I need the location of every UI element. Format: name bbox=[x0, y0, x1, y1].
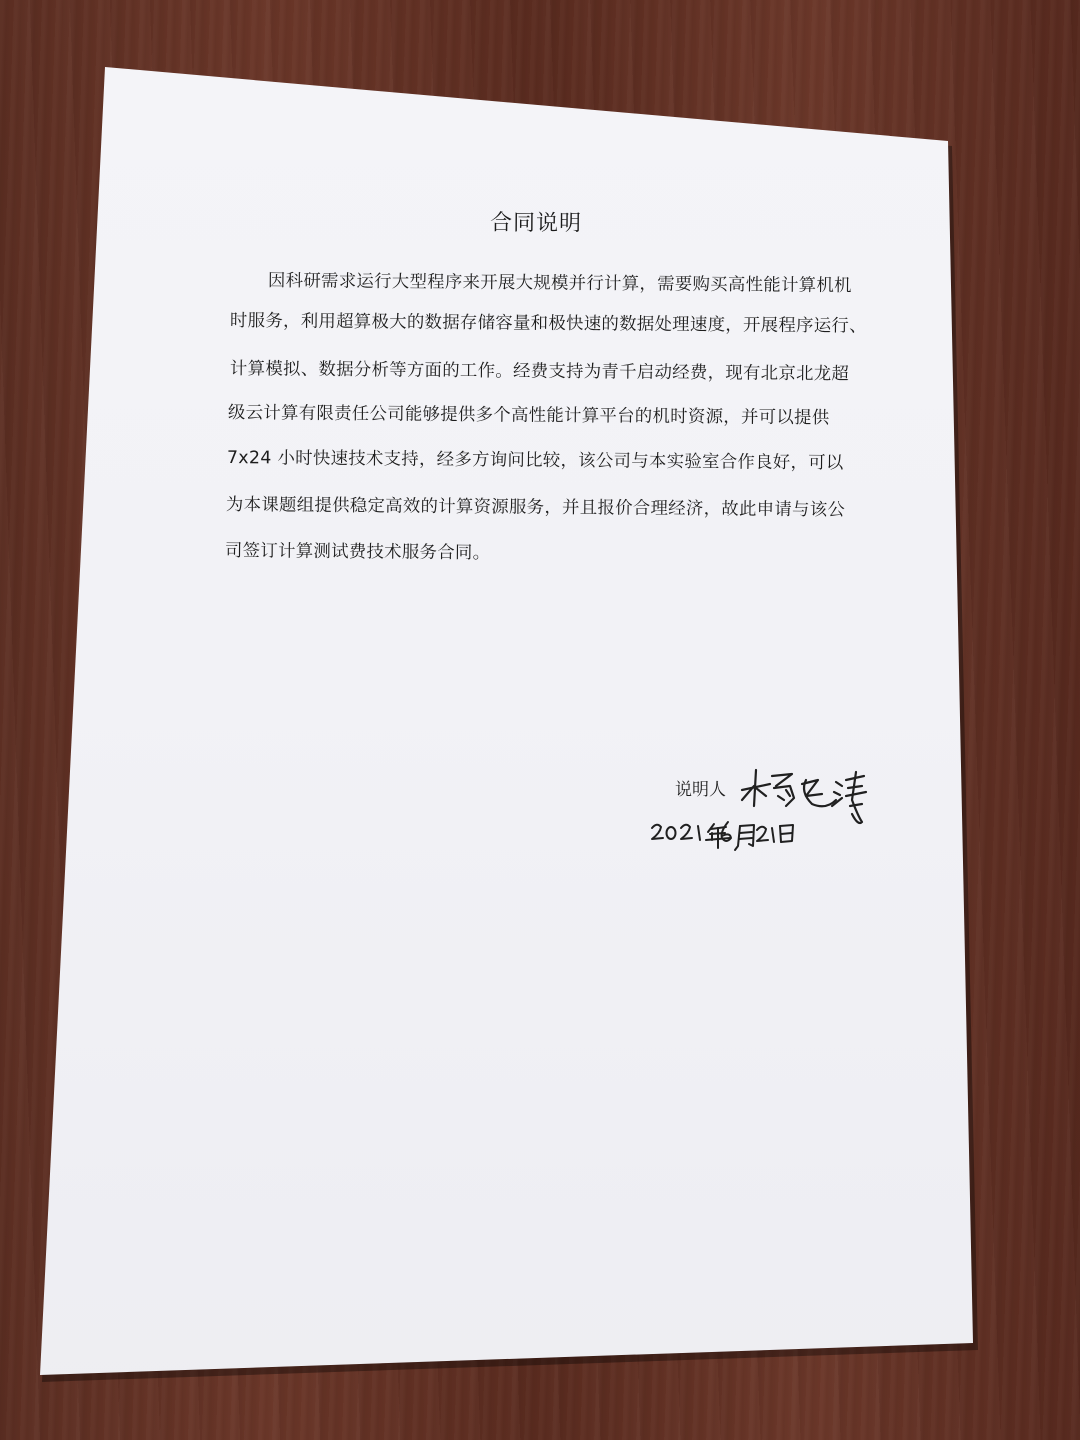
handwritten-date bbox=[652, 822, 793, 850]
body-line-2: 时服务，利用超算极大的数据存储容量和极快速的数据处理速度，开展程序运行、 bbox=[229, 311, 867, 337]
body-line-6: 为本课题组提供稳定高效的计算资源服务，并且报价合理经济，故此申请与该公 bbox=[225, 495, 846, 521]
handwritten-signature bbox=[742, 770, 866, 823]
body-line-1: 因科研需求运行大型程序来开展大规模并行计算，需要购买高性能计算机机 bbox=[267, 271, 852, 297]
body-line-3: 计算模拟、数据分析等方面的工作。经费支持为青千启动经费，现有北京北龙超 bbox=[229, 359, 850, 385]
body-line-7: 司签订计算测试费技术服务合同。 bbox=[224, 541, 491, 564]
body-line-4: 级云计算有限责任公司能够提供多个高性能计算平台的机时资源，并可以提供 bbox=[227, 403, 830, 429]
signer-label: 说明人 bbox=[675, 780, 726, 800]
document-title: 合同说明 bbox=[489, 210, 583, 237]
body-line-5: 7x24 小时快速技术支持，经多方询问比较，该公司与本实验室合作良好，可以 bbox=[226, 448, 844, 474]
